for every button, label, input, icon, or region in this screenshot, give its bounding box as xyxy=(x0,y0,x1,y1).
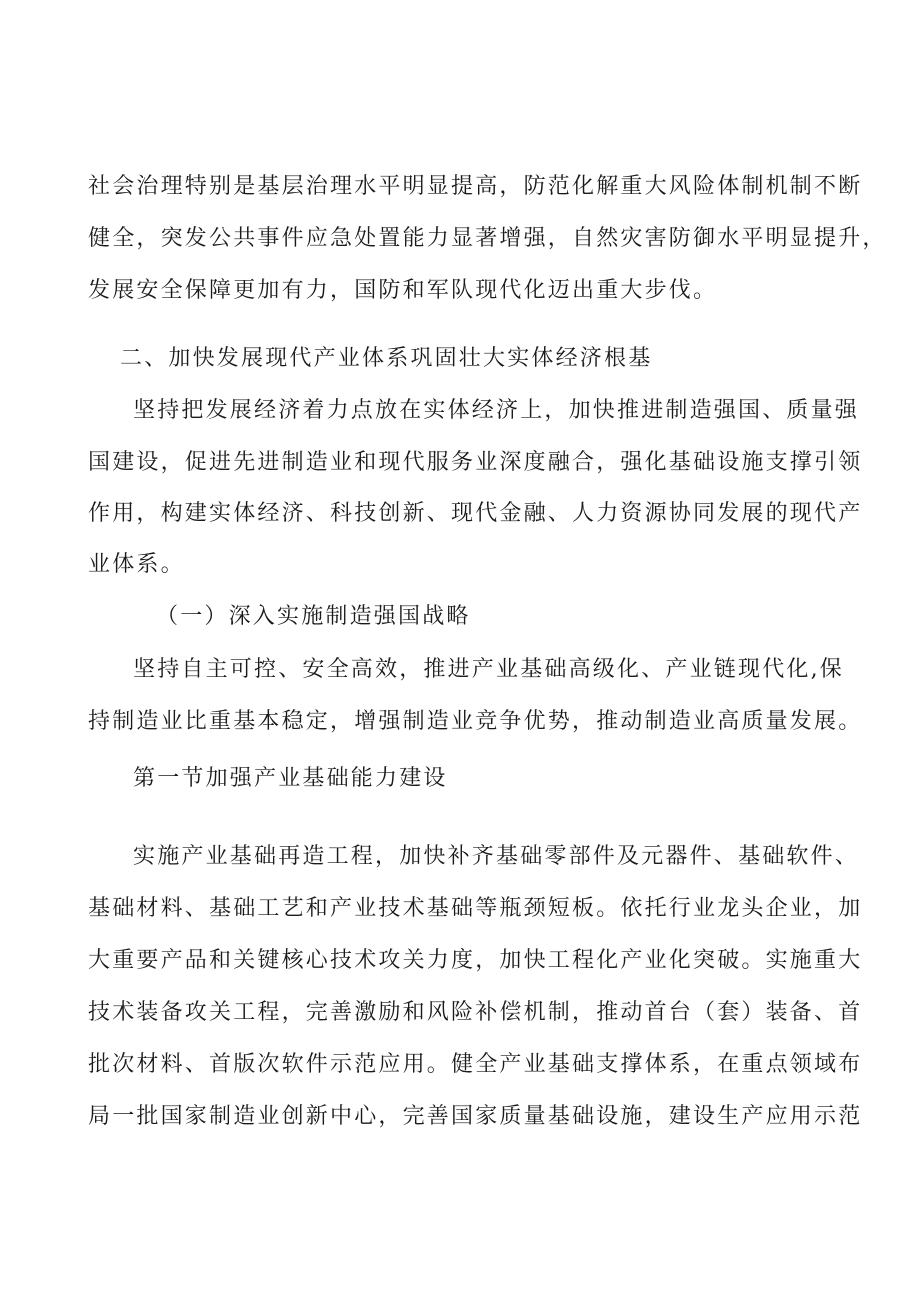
paragraph-line: 健全，突发公共事件应急处置能力显著增强，自然灾害防御水平明显提升， xyxy=(88,226,887,251)
paragraph-line: 批次材料、首版次软件示范应用。健全产业基础支撑体系，在重点领域布 xyxy=(88,1052,863,1077)
paragraph-line: 社会治理特别是基层治理水平明显提高，防范化解重大风险体制机制不断 xyxy=(88,174,863,199)
section-heading: 二、加快发展现代产业体系巩固壮大实体经济根基 xyxy=(120,346,653,371)
paragraph-line: 国建设，促进先进制造业和现代服务业深度融合，强化基础设施支撑引领 xyxy=(88,450,863,475)
paragraph-line: 业体系。 xyxy=(88,552,185,577)
paragraph-line: 技术装备攻关工程，完善激励和风险补偿机制，推动首台（套）装备、首 xyxy=(88,1000,863,1025)
paragraph-line: 坚持自主可控、安全高效，推进产业基础高级化、产业链现代化,保 xyxy=(133,657,844,682)
section-title: 第一节加强产业基础能力建设 xyxy=(133,766,448,791)
paragraph-line: 坚持把发展经济着力点放在实体经济上，加快推进制造强国、质量强 xyxy=(133,398,860,423)
subsection-heading: （一）深入实施制造强国战略 xyxy=(156,604,471,629)
paragraph-line: 作用，构建实体经济、科技创新、现代金融、人力资源协同发展的现代产 xyxy=(88,501,863,526)
paragraph-line: 大重要产品和关键核心技术攻关力度，加快工程化产业化突破。实施重大 xyxy=(88,948,863,973)
paragraph-line: 实施产业基础再造工程，加快补齐基础零部件及元器件、基础软件、 xyxy=(133,844,860,869)
paragraph-line: 局一批国家制造业创新中心，完善国家质量基础设施，建设生产应用示范 xyxy=(88,1104,863,1129)
paragraph-line: 持制造业比重基本稳定，增强制造业竞争优势，推动制造业高质量发展。 xyxy=(88,709,863,734)
paragraph-line: 发展安全保障更加有力，国防和军队现代化迈出重大步伐。 xyxy=(88,278,718,303)
paragraph-line: 基础材料、基础工艺和产业技术基础等瓶颈短板。依托行业龙头企业，加 xyxy=(88,896,863,921)
